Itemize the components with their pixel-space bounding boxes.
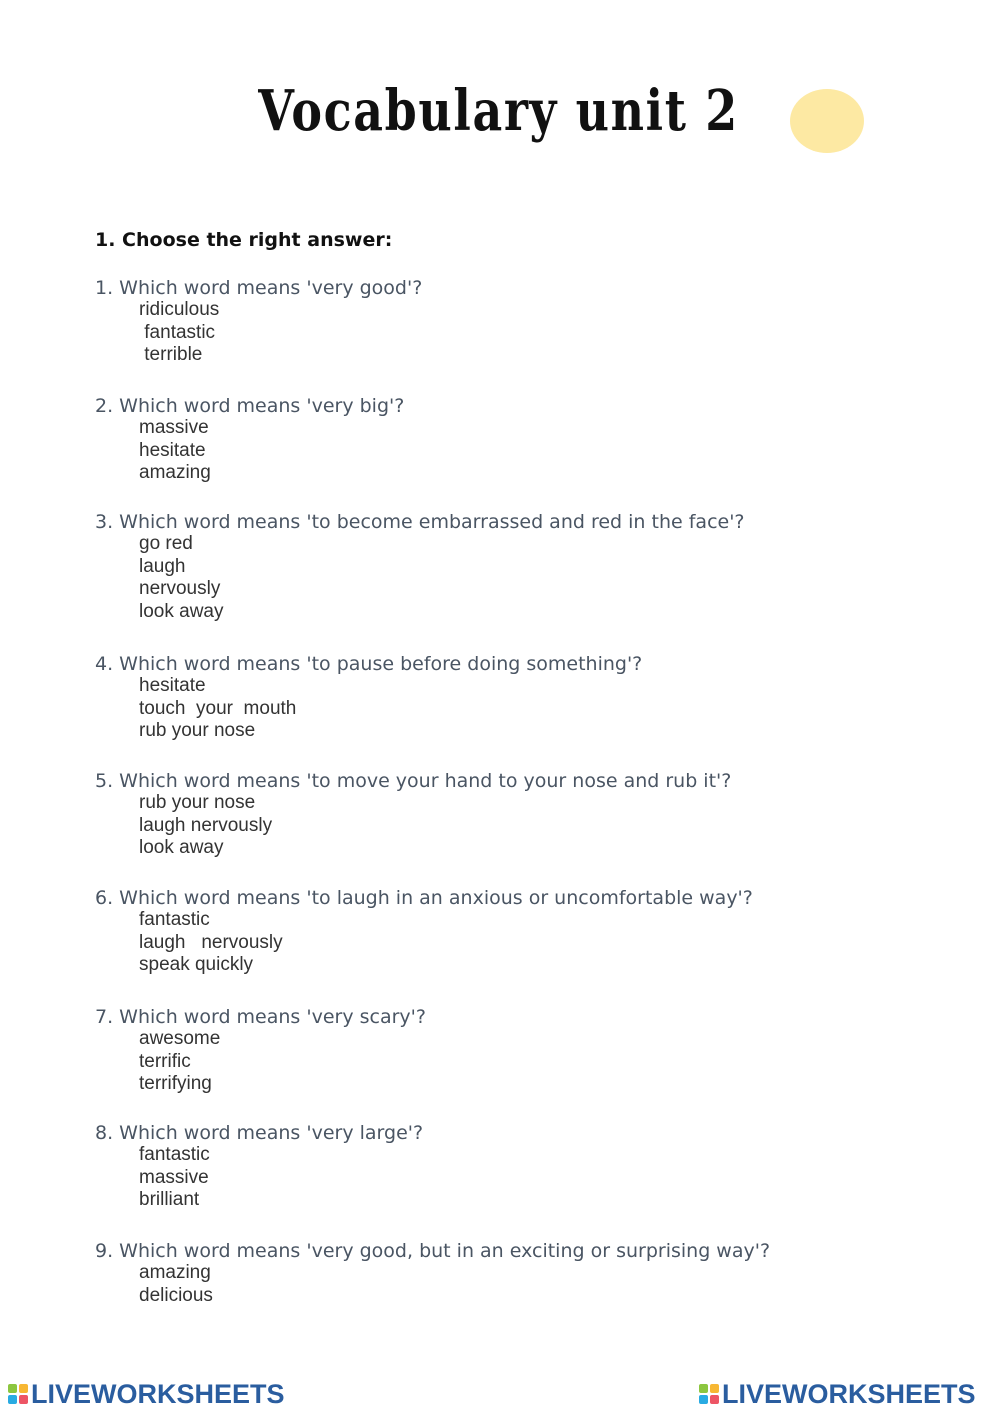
answer-option[interactable]: rub your nose bbox=[139, 720, 256, 742]
question-text: 1. Which word means 'very good'? bbox=[95, 277, 423, 299]
answer-option[interactable]: laugh nervously bbox=[139, 931, 283, 953]
answer-option[interactable]: rub your nose bbox=[139, 792, 256, 813]
liveworksheets-brand: LIVEWORKSHEETS bbox=[31, 1378, 285, 1409]
answer-option[interactable]: brilliant bbox=[139, 1189, 200, 1211]
answer-option[interactable]: fantastic bbox=[139, 321, 216, 343]
answer-option[interactable]: go red bbox=[139, 533, 193, 554]
answer-options bbox=[95, 417, 404, 485]
answer-option[interactable]: touch your mouth bbox=[139, 697, 297, 719]
answer-options bbox=[95, 909, 753, 977]
answer-options bbox=[95, 299, 422, 367]
answer-option[interactable]: massive bbox=[139, 417, 209, 438]
worksheet-title: Vocabulary unit 2 bbox=[258, 78, 739, 144]
liveworksheets-logo-left bbox=[8, 1380, 285, 1408]
liveworksheets-logo-right bbox=[699, 1380, 976, 1408]
answer-option[interactable]: laugh bbox=[139, 555, 186, 577]
question-9 bbox=[95, 1240, 770, 1307]
answer-option[interactable]: terrific bbox=[139, 1050, 191, 1072]
question-4 bbox=[95, 653, 642, 743]
answer-option[interactable]: hesitate bbox=[139, 439, 206, 461]
question-text: 3. Which word means 'to become embarrassed and red in the face'? bbox=[95, 511, 745, 533]
answer-option[interactable]: awesome bbox=[139, 1028, 221, 1049]
answer-option[interactable]: amazing bbox=[139, 462, 211, 484]
answer-option[interactable]: speak quickly bbox=[139, 954, 254, 976]
question-text: 2. Which word means 'very big'? bbox=[95, 395, 405, 417]
answer-options bbox=[95, 533, 745, 623]
answer-option[interactable]: hesitate bbox=[139, 675, 206, 696]
question-text: 7. Which word means 'very scary'? bbox=[95, 1006, 426, 1028]
question-text: 6. Which word means 'to laugh in an anxious or uncomfortable way'? bbox=[95, 887, 753, 909]
question-6 bbox=[95, 887, 753, 977]
answer-option[interactable]: fantastic bbox=[139, 909, 210, 930]
liveworksheets-logo-icon bbox=[699, 1384, 719, 1404]
answer-options bbox=[95, 675, 642, 743]
answer-options bbox=[95, 1144, 423, 1212]
decorative-circle bbox=[790, 89, 864, 153]
question-text: 5. Which word means 'to move your hand to your nose and rub it'? bbox=[95, 770, 732, 792]
liveworksheets-logo-icon bbox=[8, 1384, 28, 1404]
answer-option[interactable]: terrifying bbox=[139, 1073, 212, 1095]
question-8 bbox=[95, 1122, 423, 1212]
question-1 bbox=[95, 277, 422, 367]
answer-options bbox=[95, 1028, 426, 1096]
section-title: 1. Choose the right answer: bbox=[95, 229, 393, 251]
liveworksheets-brand: LIVEWORKSHEETS bbox=[722, 1378, 976, 1409]
answer-option[interactable]: nervously bbox=[139, 578, 221, 600]
answer-option[interactable]: amazing bbox=[139, 1262, 211, 1283]
question-7 bbox=[95, 1006, 426, 1096]
question-text: 9. Which word means 'very good, but in an exciting or surprising way'? bbox=[95, 1240, 771, 1262]
question-2 bbox=[95, 395, 404, 485]
answer-option[interactable]: look away bbox=[139, 600, 224, 622]
question-text: 4. Which word means 'to pause before doing something'? bbox=[95, 653, 643, 675]
answer-option[interactable]: ridiculous bbox=[139, 299, 220, 320]
answer-options bbox=[95, 792, 731, 860]
question-text: 8. Which word means 'very large'? bbox=[95, 1122, 424, 1144]
answer-option[interactable]: terrible bbox=[139, 344, 203, 366]
answer-option[interactable]: laugh nervously bbox=[139, 814, 273, 836]
answer-options bbox=[95, 1262, 770, 1307]
question-5 bbox=[95, 770, 731, 860]
answer-option[interactable]: fantastic bbox=[139, 1144, 210, 1165]
question-3 bbox=[95, 511, 745, 623]
answer-option[interactable]: massive bbox=[139, 1166, 209, 1188]
answer-option[interactable]: delicious bbox=[139, 1284, 213, 1306]
answer-option[interactable]: look away bbox=[139, 837, 224, 859]
